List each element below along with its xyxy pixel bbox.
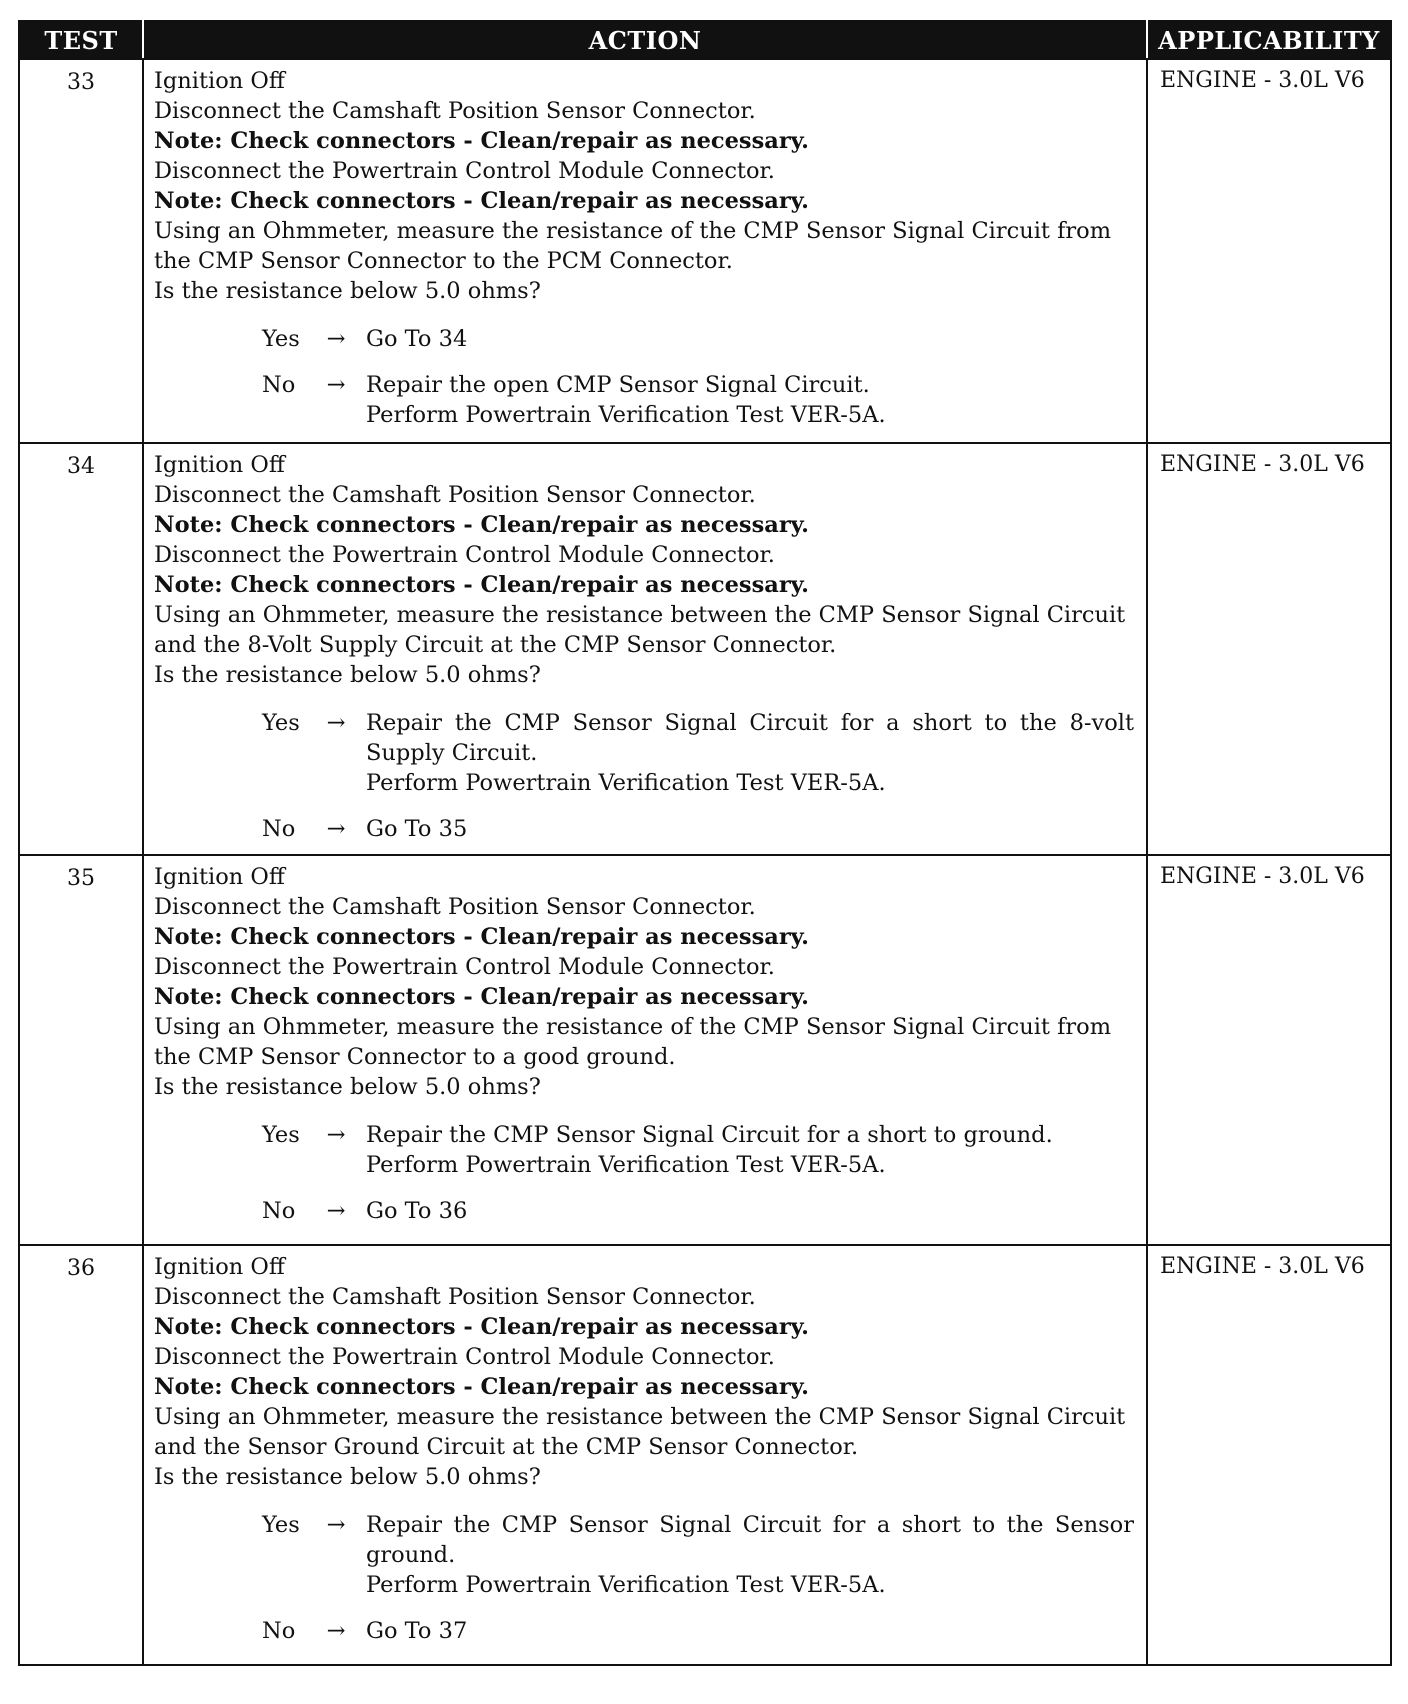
no-result-line: Repair the open CMP Sensor Signal Circuit. xyxy=(366,372,870,398)
right-arrow-icon: → xyxy=(326,710,346,736)
right-arrow-icon: → xyxy=(326,1512,346,1538)
table-row xyxy=(19,443,1391,855)
no-label: No xyxy=(262,372,296,398)
instruction-line: Is the resistance below 5.0 ohms? xyxy=(154,662,541,688)
table-body xyxy=(19,59,1391,1665)
no-response xyxy=(262,370,1138,430)
no-result-line: Go To 36 xyxy=(366,1198,468,1224)
instruction-line: Is the resistance below 5.0 ohms? xyxy=(154,278,541,304)
right-arrow-icon: → xyxy=(326,372,346,398)
yes-result-line: Repair the CMP Sensor Signal Circuit for a short to ground. xyxy=(366,1122,1053,1148)
instruction-line: Is the resistance below 5.0 ohms? xyxy=(154,1074,541,1100)
yes-result-line: Perform Powertrain Verification Test VER-5A. xyxy=(366,770,886,796)
no-label: No xyxy=(262,816,296,842)
yes-label: Yes xyxy=(262,326,300,352)
instruction-line: Using an Ohmmeter, measure the resistance of the CMP Sensor Signal Circuit from the CMP Sensor Connector to a good ground. xyxy=(154,1014,1112,1070)
yes-response xyxy=(262,324,1138,354)
instruction-line: Disconnect the Camshaft Position Sensor Connector. xyxy=(154,1284,756,1310)
no-result-text xyxy=(366,1616,1138,1646)
no-response xyxy=(262,814,1138,844)
instruction-line: Disconnect the Powertrain Control Module Connector. xyxy=(154,158,775,184)
test-number: 36 xyxy=(19,1245,143,1665)
yes-result-line: Perform Powertrain Verification Test VER-5A. xyxy=(366,1572,886,1598)
test-number: 35 xyxy=(19,855,143,1245)
instruction-line: Using an Ohmmeter, measure the resistance between the CMP Sensor Signal Circuit and the 8-Volt Supply Circuit at the CMP Sensor Connector. xyxy=(154,602,1126,658)
no-result-line: Perform Powertrain Verification Test VER-5A. xyxy=(366,402,886,428)
applicability-cell: ENGINE - 3.0L V6 xyxy=(1147,855,1391,1245)
table-row xyxy=(19,59,1391,443)
note-line: Note: Check connectors - Clean/repair as necessary. xyxy=(154,984,809,1010)
yes-result-line: Perform Powertrain Verification Test VER-5A. xyxy=(366,1152,886,1178)
instruction-line: Disconnect the Powertrain Control Module Connector. xyxy=(154,1344,775,1370)
action-cell xyxy=(143,1245,1147,1665)
instruction-line: Is the resistance below 5.0 ohms? xyxy=(154,1464,541,1490)
action-column-header: ACTION xyxy=(143,21,1147,59)
yes-result-text xyxy=(366,1510,1138,1600)
table-row xyxy=(19,855,1391,1245)
right-arrow-icon: → xyxy=(326,816,346,842)
right-arrow-icon: → xyxy=(326,1198,346,1224)
note-line: Note: Check connectors - Clean/repair as necessary. xyxy=(154,128,809,154)
no-response xyxy=(262,1196,1138,1226)
instruction-line: Disconnect the Camshaft Position Sensor Connector. xyxy=(154,98,756,124)
yes-result-text xyxy=(366,708,1138,798)
yes-result-line: Go To 34 xyxy=(366,326,468,352)
no-label: No xyxy=(262,1618,296,1644)
yes-label: Yes xyxy=(262,1512,300,1538)
no-label: No xyxy=(262,1198,296,1224)
yes-label: Yes xyxy=(262,710,300,736)
no-result-text xyxy=(366,1196,1138,1226)
yes-result-text xyxy=(366,1120,1138,1180)
applicability-column-header: APPLICABILITY xyxy=(1147,21,1391,59)
diagnostic-test-table xyxy=(18,20,1392,1666)
yes-response xyxy=(262,708,1138,798)
no-result-text xyxy=(366,370,1138,430)
yes-result-line: Repair the CMP Sensor Signal Circuit for a short to the Sensor ground. xyxy=(366,1512,1134,1568)
note-line: Note: Check connectors - Clean/repair as necessary. xyxy=(154,924,809,950)
right-arrow-icon: → xyxy=(326,326,346,352)
table-row xyxy=(19,1245,1391,1665)
yes-result-line: Repair the CMP Sensor Signal Circuit for a short to the 8-volt Supply Circuit. xyxy=(366,710,1134,766)
applicability-cell: ENGINE - 3.0L V6 xyxy=(1147,1245,1391,1665)
note-line: Note: Check connectors - Clean/repair as necessary. xyxy=(154,572,809,598)
yes-label: Yes xyxy=(262,1122,300,1148)
no-response xyxy=(262,1616,1138,1646)
note-line: Note: Check connectors - Clean/repair as necessary. xyxy=(154,1374,809,1400)
instruction-line: Using an Ohmmeter, measure the resistance of the CMP Sensor Signal Circuit from the CMP Sensor Connector to the PCM Connector. xyxy=(154,218,1112,274)
action-cell xyxy=(143,59,1147,443)
action-cell xyxy=(143,855,1147,1245)
test-column-header: TEST xyxy=(19,21,143,59)
instruction-line: Disconnect the Powertrain Control Module Connector. xyxy=(154,542,775,568)
right-arrow-icon: → xyxy=(326,1122,346,1148)
yes-response xyxy=(262,1120,1138,1180)
table-header-row xyxy=(19,21,1391,59)
instruction-line: Disconnect the Camshaft Position Sensor Connector. xyxy=(154,894,756,920)
no-result-text xyxy=(366,814,1138,844)
instruction-line: Ignition Off xyxy=(154,1254,285,1280)
test-number: 33 xyxy=(19,59,143,443)
instruction-line: Disconnect the Camshaft Position Sensor Connector. xyxy=(154,482,756,508)
instruction-line: Ignition Off xyxy=(154,452,285,478)
instruction-line: Ignition Off xyxy=(154,68,285,94)
note-line: Note: Check connectors - Clean/repair as necessary. xyxy=(154,188,809,214)
yes-response xyxy=(262,1510,1138,1600)
action-cell xyxy=(143,443,1147,855)
no-result-line: Go To 37 xyxy=(366,1618,468,1644)
yes-result-text xyxy=(366,324,1138,354)
right-arrow-icon: → xyxy=(326,1618,346,1644)
instruction-line: Ignition Off xyxy=(154,864,285,890)
no-result-line: Go To 35 xyxy=(366,816,468,842)
note-line: Note: Check connectors - Clean/repair as necessary. xyxy=(154,1314,809,1340)
instruction-line: Disconnect the Powertrain Control Module Connector. xyxy=(154,954,775,980)
applicability-cell: ENGINE - 3.0L V6 xyxy=(1147,443,1391,855)
applicability-cell: ENGINE - 3.0L V6 xyxy=(1147,59,1391,443)
test-number: 34 xyxy=(19,443,143,855)
note-line: Note: Check connectors - Clean/repair as necessary. xyxy=(154,512,809,538)
instruction-line: Using an Ohmmeter, measure the resistance between the CMP Sensor Signal Circuit and the Sensor Ground Circuit at the CMP Sensor Connector. xyxy=(154,1404,1126,1460)
